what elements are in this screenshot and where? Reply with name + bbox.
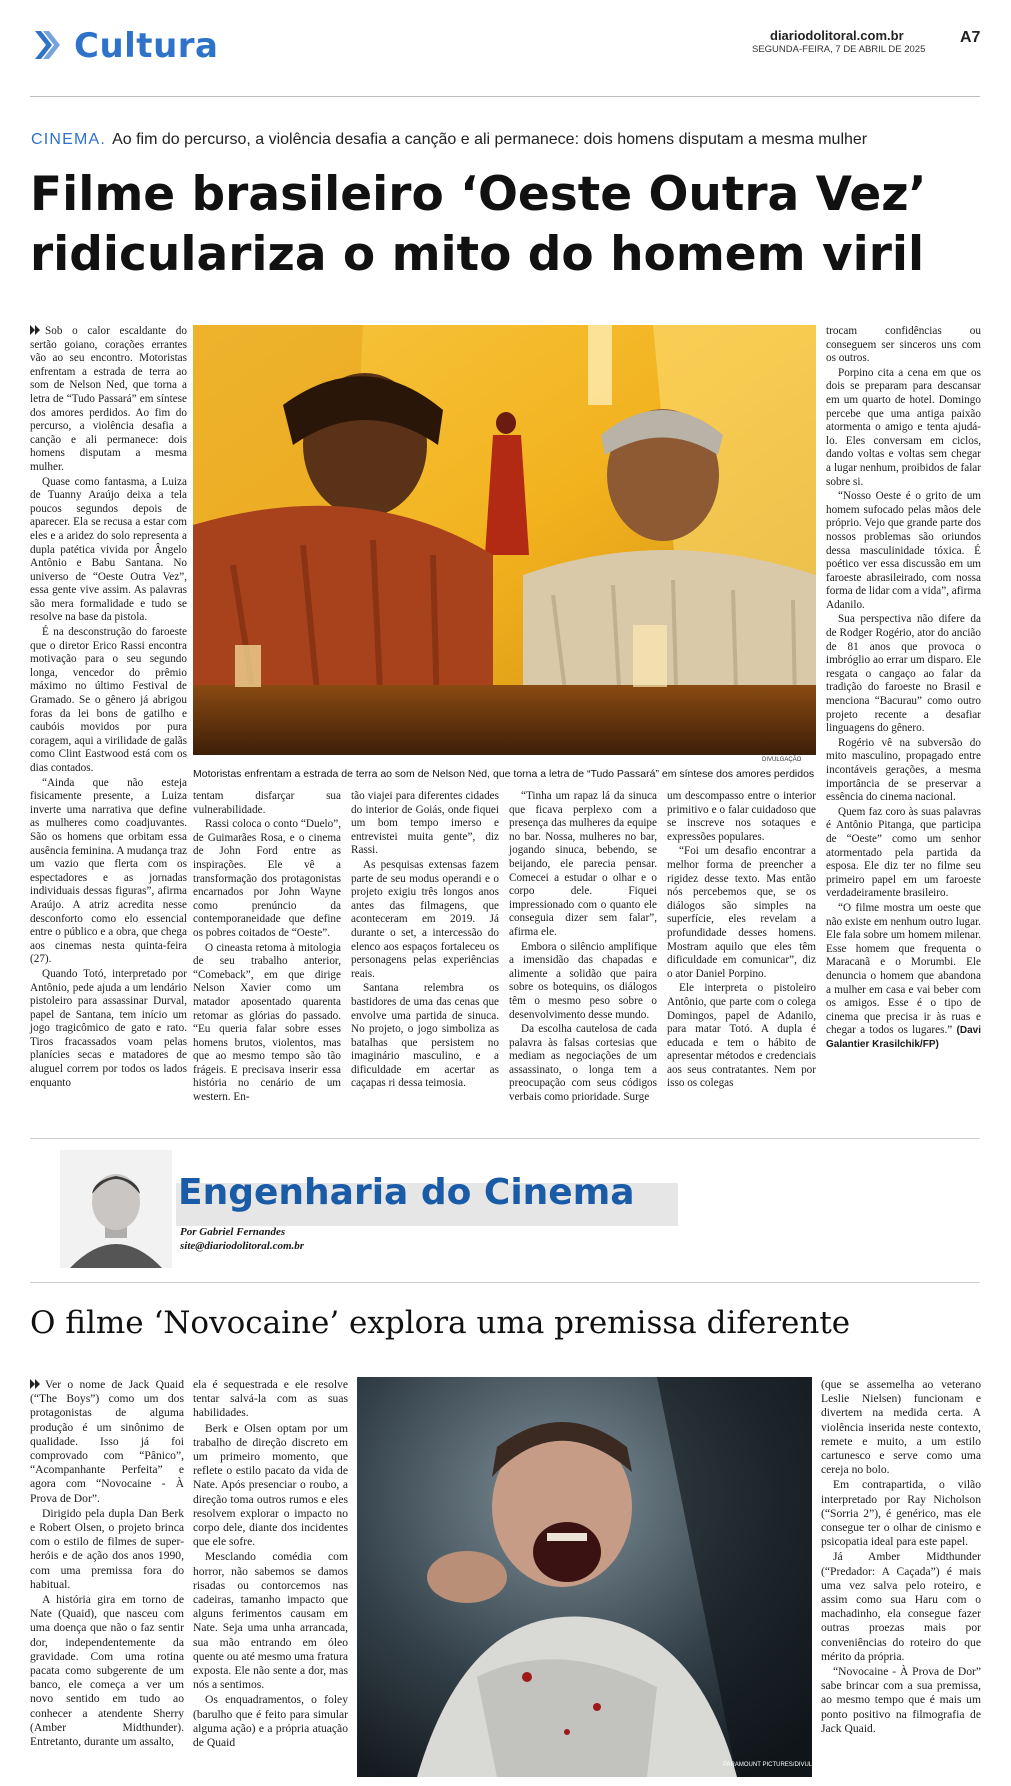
article-column-2: [193, 790, 341, 1106]
author-name: Por Gabriel Fernandes: [180, 1226, 286, 1238]
header-divider: [30, 96, 980, 97]
paragraph: trocam confidências ou conseguem ser sinceros uns com os outros.: [826, 325, 981, 365]
paragraph: Dirigido pela dupla Dan Berk e Robert Olsen, o projeto brinca com o estilo de filmes de super-heróis e de ação dos anos 1990, com uma premissa fora do habitual.: [30, 1506, 184, 1591]
headline: O filme ‘Novocaine’ explora uma premissa diferente: [30, 1305, 851, 1341]
column-title: Engenharia do Cinema: [178, 1172, 635, 1213]
paragraph: ela é sequestrada e ele resolve tentar salvá-la com as suas habilidades.: [193, 1378, 348, 1420]
paragraph: Rogério vê na subversão do mito masculino, propagado entre incontáveis gerações, a mesma importância de se preservar a essência do cinema nacional.: [826, 736, 981, 804]
article-photo: [357, 1377, 812, 1777]
paragraph: A história gira em torno de Nate (Quaid), que nasceu com uma doença que não o faz sentir dor, independentemente da gravidade. Com uma rotina pacata como subgerente de um banco, ele começa a ver um novo sentido em tudo ao conhecer a atendente Sherry (Amber Midthunder). Entretanto, durante um assalto,: [30, 1593, 184, 1749]
article-column-6: [826, 325, 981, 1052]
article-column-2: [193, 1378, 348, 1751]
section-divider: [30, 1282, 980, 1283]
paragraph: “Nosso Oeste é o grito de um homem sufocado pelas mãos dele próprio. Vejo que grande parte dos nossos problemas são oriundos dessa masculinidade tóxica. É poético ver essa discussão em um faroeste abrasileirado, com nossa forma de lidar com a vida”, afirma Adanilo.: [826, 490, 981, 611]
article-photo: [193, 325, 816, 755]
article-column-1: [30, 1378, 184, 1750]
chevron-right-icon: [32, 28, 60, 62]
author-signature: (Davi Galantier Krasilchik/FP): [826, 1025, 981, 1050]
article-column-3: [821, 1378, 981, 1737]
article-column-5: [667, 790, 816, 1092]
paragraph: “Ainda que não esteja fisicamente presente, a Luiza inverte uma narrativa que define as mulheres como coadjuvantes. São os homens que orbitam essa ausência feminina. A mudança traz um vazio que flerta com os espectadores e as jornadas individuais dessas figuras”, afirma Araújo. A atriz acredita nesse desconforto como elo essencial entre o público e a obra, que chega aos cinemas nesta quinta-feira (27).: [30, 776, 187, 966]
page-number: A7: [960, 29, 981, 46]
kicker: [31, 131, 867, 149]
headline: Filme brasileiro ‘Oeste Outra Vez’ ridiculariza o mito do homem viril: [30, 167, 927, 282]
article-column-1: [30, 325, 187, 1091]
paragraph: “O filme mostra um oeste que não existe em nenhum outro lugar. Ele fala sobre um homem milenar. Esse homem que frequenta o Maracanã e o Morumbi. Ele denuncia o homem que abandona a mulher em casa e vai beber com os amigos. Esse é o tipo de cinema que precisa ir às ruas e chegar a todos os lugares.” (Davi Galantier Krasilchik/FP): [826, 901, 981, 1050]
paragraph: Embora o silêncio amplifique a imensidão das chapadas e alimente a solidão que paira sobre os botequins, os diálogos têm o mesmo peso sobre o desenvolvimento desse mundo.: [509, 940, 657, 1021]
paragraph: tentam disfarçar sua vulnerabilidade.: [193, 790, 341, 816]
photo-credit: DIVULGAÇÃO: [762, 757, 802, 763]
site-name: diariodolitoral.com.br: [770, 28, 904, 43]
paragraph: “Novocaine - À Prova de Dor” sabe brincar com a sua premissa, ao mesmo tempo que é mais um ponto positivo na filmografia de Jack Quaid.: [821, 1665, 981, 1735]
article-column-4: [509, 790, 657, 1106]
double-chevron-icon: [30, 1379, 41, 1389]
paragraph: Sob o calor escaldante do sertão goiano, corações errantes vão ao seu encontro. Motoristas enfrentam a estrada de terra ao som de Nelson Ned, que torna a letra de “Tudo Passará” em síntese dos amores perdidos. Ao fim do percurso, a violência desafia a canção e ali permanece: dois homens disputam a mesma mulher.: [30, 325, 187, 473]
issue-date: SEGUNDA-FEIRA, 7 DE ABRIL DE 2025: [752, 44, 926, 55]
paragraph: um descompasso entre o interior primitivo e o falar cuidadoso que se inscreve nos sotaques e expressões populares.: [667, 790, 816, 843]
paragraph: Da escolha cautelosa de cada palavra às falsas cortesias que mediam as negociações de um assassinato, o longa tem a preocupação com seus códigos verbais como prioridade. Surge: [509, 1023, 657, 1104]
article-column-3: [351, 790, 499, 1092]
paragraph: tão viajei para diferentes cidades do interior de Goiás, onde fiquei um bom tempo imerso e entrevistei muita gente”, diz Rassi.: [351, 790, 499, 857]
paragraph: O cineasta retoma à mitologia de seu trabalho anterior, “Comeback”, em que dirige Nelson Xavier como um matador aposentado quarenta retomar as glórias do passado. “Eu queria falar sobre esses homens brutos, violentos, mas que ao mesmo tempo são tão frágeis. E precisava inserir essa história no cenário de um western. En-: [193, 941, 341, 1104]
paragraph: Quando Totó, interpretado por Antônio, pede ajuda a um lendário pistoleiro para assassinar Durval, papel de Santana, tem início um jogo tragicômico de gato e rato. Tiros fracassados voam pelas planícies secas e matadores de aluguel correm por todos os lados enquanto: [30, 967, 187, 1089]
double-chevron-icon: [30, 325, 41, 335]
paragraph: Ele interpreta o pistoleiro Antônio, que parte com o colega Domingos, papel de Adanilo, para matar Totó. A dupla é educada e tem o hábito de apresentar métodos e credenciais aos seus contratantes. Nem por isso os colegas: [667, 982, 816, 1090]
paragraph: Quem faz coro às suas palavras é Antônio Pitanga, que participa de “Oeste” como um senhor atormentado pela partida da esposa. Ele diz ter no filme seu primeiro papel em um faroeste verdadeiramente brasileiro.: [826, 805, 981, 900]
section-divider: [30, 1138, 980, 1139]
paragraph: É na desconstrução do faroeste que o diretor Erico Rassi encontra motivação para o seu segundo longa, vencedor do prêmio máximo no último Festival de Gramado. Se o gênero já abrigou foras da lei bons de gatilho e caubóis movidos por pura coragem, aqui a virilidade de galãs como Clint Eastwood está com os dias contados.: [30, 626, 187, 774]
paragraph: Em contrapartida, o vilão interpretado por Ray Nicholson (“Sorria 2”), é genérico, mas ele consegue ter o olhar de cinismo e psicopatia ideal para este papel.: [821, 1478, 981, 1549]
paragraph: Porpino cita a cena em que os dois se preparam para descansar em um quarto de hotel. Domingo percebe que uma antiga paixão atormenta o amigo e tenta ajudá-lo. Eles conversam em ciclos, dando voltas e voltas sem chegar a lugar nenhum, proibidos de falar sobre si.: [826, 366, 981, 488]
author-avatar: [60, 1150, 172, 1268]
photo-credit: PARAMOUNT PICTURES/DIVULGAÇÃO: [723, 1762, 834, 1768]
paragraph: Quase como fantasma, a Luiza de Tuanny Araújo deixa a tela poucos segundos depois de aparecer. Ela se recusa a estar com eles e a aridez do solo representa a dupla patética vivida por Ângelo Antônio e Babu Santana. No universo de “Oeste Outra Vez”, essa gente vive assim. As palavras são mera formalidade e tudo se resolve na base da pistola.: [30, 475, 187, 624]
paragraph: (que se assemelha ao veterano Leslie Nielsen) funcionam e divertem na medida certa. A violência inserida neste contexto, remete e muito, a um estilo cartunesco e serve como uma cereja no bolo.: [821, 1378, 981, 1477]
paragraph: Já Amber Midthunder (“Predador: A Caçada”) é mais uma vez salva pelo roteiro, e assim como sua Haru com o machadinho, ela consegue fazer outras proezas mais por conveniências do roteiro do que mérito da própria.: [821, 1550, 981, 1663]
paragraph: As pesquisas extensas fazem parte de seu modus operandi e o projeto exigiu três longos anos antes das filmagens, que aconteceram em 2019. Já durante o set, a intercessão do elenco aos espaços fortaleceu os personagens pelas experiências reais.: [351, 858, 499, 980]
paragraph: Berk e Olsen optam por um trabalho de direção discreto em um primeiro momento, que reflete o estilo pacato da vida de Nate. Após presenciar o roubo, a direção toma outros rumos e eles resolvem explorar o impacto no corpo dele, diante dos incidentes que ele sofre.: [193, 1421, 348, 1549]
paragraph: Ver o nome de Jack Quaid (“The Boys”) como um dos protagonistas de alguma produção é um sinônimo de qualidade. Isso já foi comprovado com “Pânico”, “Acompanhante Perfeita” e agora com “Novocaine - À Prova de Dor”.: [30, 1378, 184, 1505]
paragraph: Mesclando comédia com horror, não sabemos se damos risadas ou contorcemos nas cadeiras, tamanho impacto que alguns ferimentos causam em Nate. Seja uma unha arrancada, sua mão entrando em óleo quente ou até mesmo uma fratura exposta. Ele não sente a dor, mas nós a sentimos.: [193, 1550, 348, 1692]
paragraph: Os enquadramentos, o foley (barulho que é feito para simular alguma ação) e a própria atuação de Quaid: [193, 1693, 348, 1750]
kicker-text: Ao fim do percurso, a violência desafia a canção e ali permanece: dois homens disputam a mesma mulher: [112, 131, 868, 148]
paragraph: “Tinha um rapaz lá da sinuca que ficava perplexo com a presença das mulheres da equipe no bar. Nossa, mulheres no bar, jogando sinuca, bebendo, se beijando, ele parecia pensar. Comecei a estudar o olhar e o corpo dele. Fiquei impressionado com o quanto ele conseguia dizer sem falar”, afirma ele.: [509, 790, 657, 938]
paragraph: Santana relembra os bastidores de uma das cenas que envolve uma partida de sinuca. No projeto, o jogo simboliza as batalhas que persistem no imaginário masculino, e a dificuldade em acertar as caçapas ri dessa teimosia.: [351, 982, 499, 1090]
author-email[interactable]: site@diariodolitoral.com.br: [180, 1240, 305, 1252]
paragraph: “Foi um desafio encontrar a melhor forma de preencher a rigidez desse texto. Mas então nós percebemos que, se os diálogos são simples na superfície, eles revelam a profundidade desses homens. Mostram aquilo que eles têm dificuldade em comunicar”, diz o ator Daniel Porpino.: [667, 845, 816, 980]
photo-caption: Motoristas enfrentam a estrada de terra ao som de Nelson Ned, que torna a letra de “Tudo Passará” em síntese dos amores perdidos: [193, 768, 815, 780]
paragraph: Rassi coloca o conto “Duelo”, de Guimarães Rosa, e o cinema de John Ford entre as inspirações. Ele vê a transformação dos protagonistas encarnados por John Wayne como prenúncio da contemporaneidade que define os pobres coitados de “Oeste”.: [193, 818, 341, 939]
kicker-tag: CINEMA.: [31, 131, 107, 148]
section-title: Cultura: [74, 26, 219, 66]
paragraph: Sua perspectiva não difere da de Rodger Rogério, ator do ancião de 81 anos que provoca o imbróglio ao errar um disparo. Ele resgata o cangaço ao falar da tradição do faroeste no Brasil e menciona “Bacurau” como outro projeto recente a desafiar linguagens do gênero.: [826, 613, 981, 735]
